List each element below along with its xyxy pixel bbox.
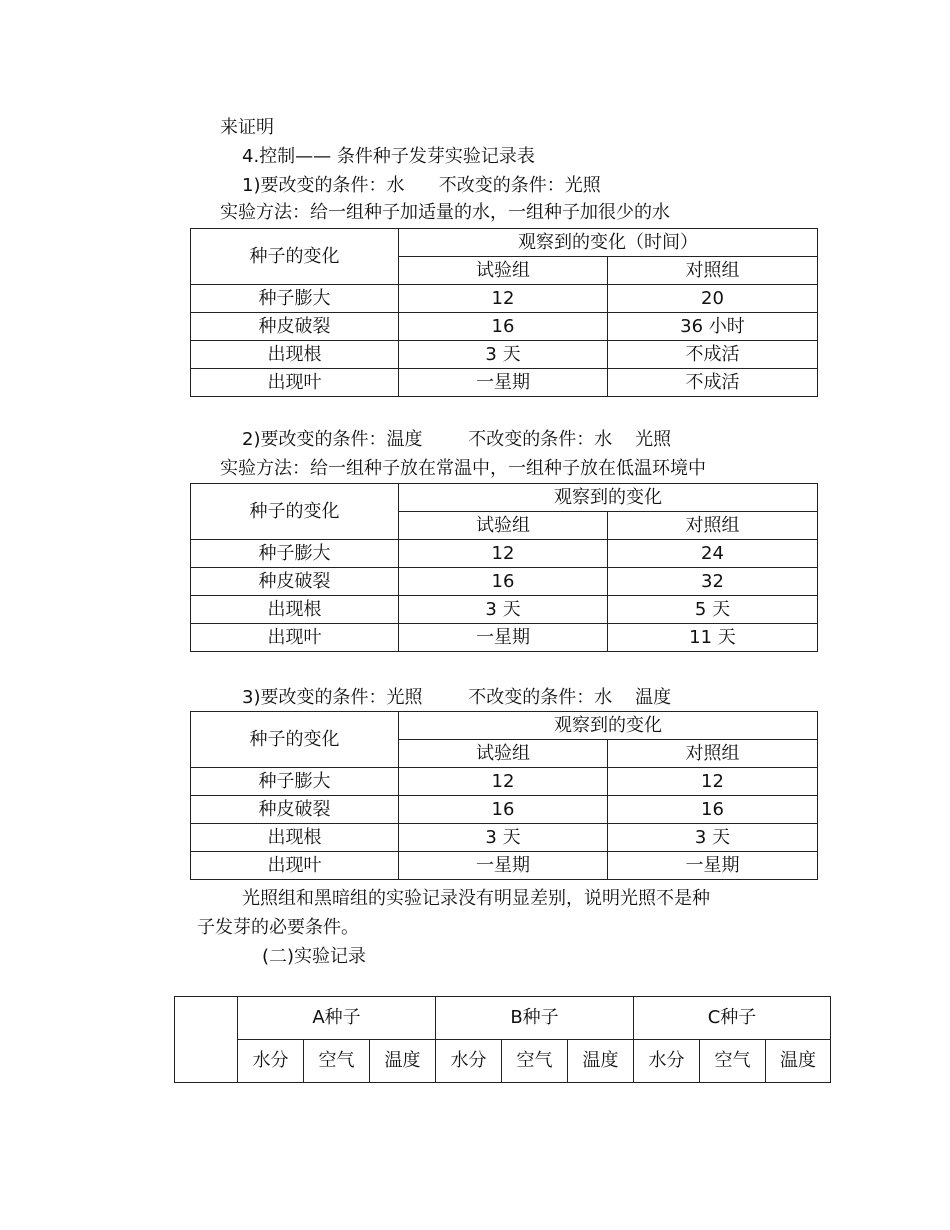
subcol-temperature: 温度 (370, 1040, 436, 1083)
control-value: 5 天 (608, 596, 818, 624)
row-label: 种皮破裂 (191, 568, 399, 596)
test-value: 3 天 (399, 824, 608, 852)
control-group-header: 对照组 (608, 512, 818, 540)
table-row (191, 341, 818, 369)
subcol-temperature: 温度 (568, 1040, 634, 1083)
row-label: 种皮破裂 (191, 796, 399, 824)
group-header-c: C种子 (634, 997, 831, 1040)
exp3-table (190, 711, 818, 880)
observed-header-cell: 观察到的变化（时间） (399, 229, 818, 257)
control-value: 不成活 (608, 341, 818, 369)
exp2-method-line: 实验方法：给一组种子放在常温中，一组种子放在低温环境中 (220, 458, 706, 479)
test-group-header: 试验组 (399, 512, 608, 540)
row-label: 出现根 (191, 341, 399, 369)
section-title: 4.控制—— 条件种子发芽实验记录表 (242, 146, 535, 167)
observed-header-cell: 观察到的变化 (399, 712, 818, 740)
conclusion-line-1: 光照组和黑暗组的实验记录没有明显差别，说明光照不是种 (242, 888, 710, 909)
row-header-cell: 种子的变化 (191, 712, 399, 768)
table-row (191, 285, 818, 313)
table-row (191, 824, 818, 852)
table-row (191, 624, 818, 652)
exp1-condition-line: 1)要改变的条件：水 不改变的条件：光照 (242, 175, 601, 196)
group-header-a: A种子 (238, 997, 436, 1040)
record-subheader-row (175, 1040, 831, 1083)
test-value: 一星期 (399, 852, 608, 880)
subcol-water: 水分 (634, 1040, 700, 1083)
control-value: 36 小时 (608, 313, 818, 341)
row-label: 种子膨大 (191, 285, 399, 313)
table-row (191, 796, 818, 824)
subcol-water: 水分 (238, 1040, 304, 1083)
intro-line: 来证明 (220, 117, 274, 138)
record-corner-cell (175, 997, 238, 1083)
exp2-condition-line: 2)要改变的条件：温度 不改变的条件：水 光照 (242, 429, 672, 450)
test-group-header: 试验组 (399, 740, 608, 768)
control-value: 16 (608, 796, 818, 824)
test-value: 3 天 (399, 341, 608, 369)
row-label: 出现叶 (191, 369, 399, 397)
table-row (191, 852, 818, 880)
row-label: 出现叶 (191, 624, 399, 652)
table-row (191, 568, 818, 596)
test-value: 16 (399, 796, 608, 824)
record-group-row (175, 997, 831, 1040)
test-value: 12 (399, 768, 608, 796)
table-row (191, 596, 818, 624)
table-header-row (191, 484, 818, 512)
subcol-water: 水分 (436, 1040, 502, 1083)
test-value: 16 (399, 568, 608, 596)
control-value: 一星期 (608, 852, 818, 880)
test-value: 16 (399, 313, 608, 341)
control-value: 24 (608, 540, 818, 568)
row-label: 出现叶 (191, 852, 399, 880)
row-label: 出现根 (191, 596, 399, 624)
row-header-cell: 种子的变化 (191, 484, 399, 540)
record-heading: (二)实验记录 (262, 946, 367, 967)
row-label: 种子膨大 (191, 540, 399, 568)
subcol-air: 空气 (304, 1040, 370, 1083)
group-header-b: B种子 (436, 997, 634, 1040)
subcol-temperature: 温度 (766, 1040, 831, 1083)
test-group-header: 试验组 (399, 257, 608, 285)
control-group-header: 对照组 (608, 257, 818, 285)
exp1-method-line: 实验方法：给一组种子加适量的水，一组种子加很少的水 (220, 202, 670, 223)
control-value: 3 天 (608, 824, 818, 852)
table-row (191, 369, 818, 397)
test-value: 12 (399, 540, 608, 568)
conclusion-line-2: 子发芽的必要条件。 (197, 917, 359, 938)
row-label: 种子膨大 (191, 768, 399, 796)
table-header-row (191, 712, 818, 740)
table-header-row (191, 229, 818, 257)
row-label: 出现根 (191, 824, 399, 852)
control-value: 11 天 (608, 624, 818, 652)
exp2-table (190, 483, 818, 652)
observed-header-cell: 观察到的变化 (399, 484, 818, 512)
row-label: 种皮破裂 (191, 313, 399, 341)
test-value: 12 (399, 285, 608, 313)
control-value: 不成活 (608, 369, 818, 397)
test-value: 3 天 (399, 596, 608, 624)
test-value: 一星期 (399, 624, 608, 652)
table-row (191, 540, 818, 568)
table-row (191, 768, 818, 796)
test-value: 一星期 (399, 369, 608, 397)
control-value: 32 (608, 568, 818, 596)
exp3-condition-line: 3)要改变的条件：光照 不改变的条件：水 温度 (242, 687, 672, 708)
control-value: 12 (608, 768, 818, 796)
table-row (191, 313, 818, 341)
subcol-air: 空气 (502, 1040, 568, 1083)
control-value: 20 (608, 285, 818, 313)
row-header-cell: 种子的变化 (191, 229, 399, 285)
exp1-table (190, 228, 818, 397)
subcol-air: 空气 (700, 1040, 766, 1083)
control-group-header: 对照组 (608, 740, 818, 768)
record-table (174, 996, 831, 1083)
